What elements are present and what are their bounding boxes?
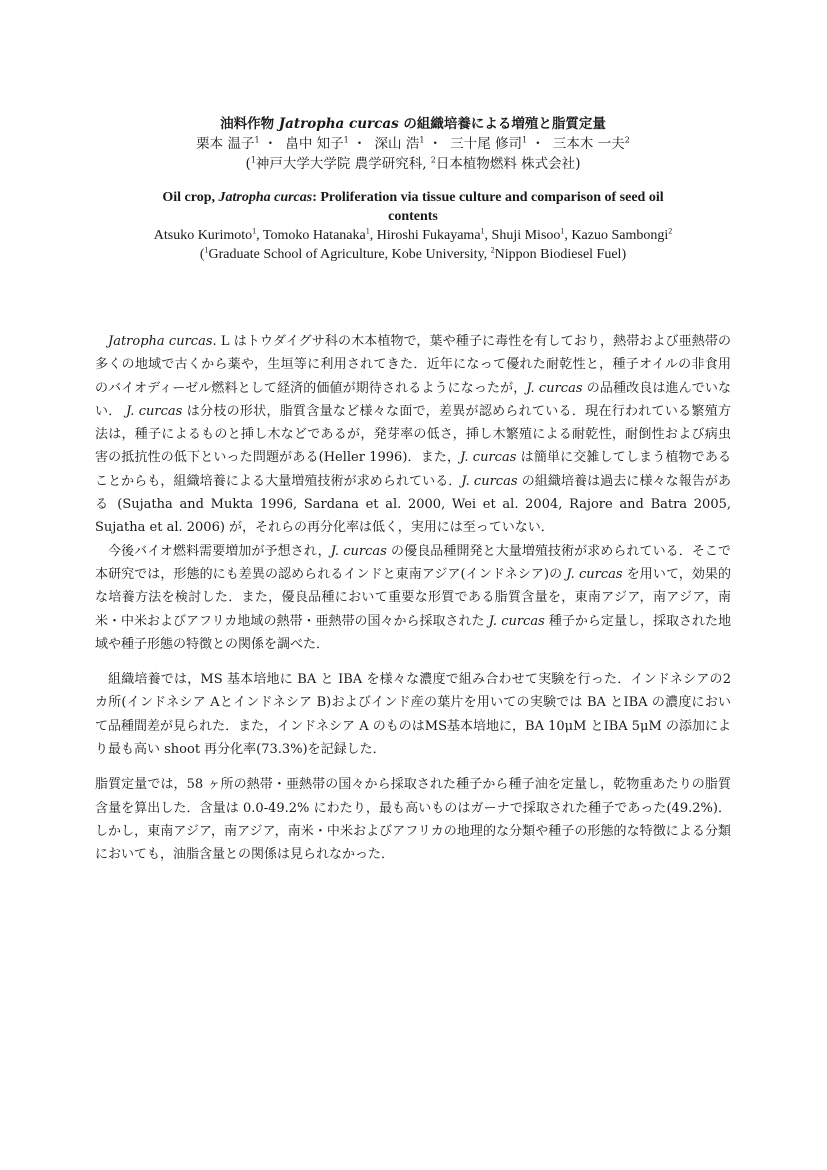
paragraph-objective: 今後バイオ燃料需要増加が予想され，J. curcas の優良品種開発と大量増殖技術が求められている．そこで本研究では，形態的にも差異の認められるインドと東南アジア(インドネシア)の J. curcas を用いて，効果的な培養方法を検討した．また，優良品種において重要な形質である脂質含量を，東南アジア，南アジア，南米・中米およびアフリカ地域の熱帯・亜熱帯の国々から採取された J. curcas 種子から定量し，採取された地域や種子形態の特徴との関係を調べた． bbox=[95, 543, 731, 652]
japanese-title-species: Jatropha curcas bbox=[278, 116, 399, 132]
paragraph-lipid-content: 脂質定量では，58 ヶ所の熱帯・亜熱帯の国々から採取された種子から種子油を定量し，乾物重あたりの脂質含量を算出した．含量は 0.0-49.2% にわたり，最も高いものはガーナで採取された種子であった(49.2%)．しかし，東南アジア，南アジア，南米・中米およびアフリカの地理的な分類や種子の形態的な特徴による分類においても，油脂含量との関係は見られなかった． bbox=[95, 777, 731, 863]
japanese-affiliations: ($^1$神戸大学大学院 農学研究科, $^2$日本植物燃料 株式会社) bbox=[245, 155, 581, 172]
english-authors: Atsuko Kurimoto$^1$, Tomoko Hatanaka$^1$, Hiroshi Fukayama$^1$, Shuji Misoo$^1$, Kazuo Sambongi$^2$ bbox=[153, 226, 673, 243]
japanese-author: 三十尾 修司$^1$ bbox=[450, 135, 528, 152]
english-author: Atsuko Kurimoto$^1$ bbox=[153, 226, 257, 243]
paragraph-tissue-culture: 組織培養では，MS 基本培地に BA と IBA を様々な濃度で組み合わせて実験を行った．インドネシアの2カ所(インドネシア Aとインドネシア B)およびインド産の葉片を用いての実験では BA とIBA の濃度において品種間差が見られた．また，インドネシア A のものはMS基本培地に，BA 10μM とIBA 5μM の添加により最も高い shoot 再分化率(73.3%)を記録した． bbox=[95, 672, 731, 758]
japanese-authors: 栗本 温子$^1$ ・ 畠中 知子$^1$ ・ 深山 浩$^1$ ・ 三十尾 修司$^1$ ・ 三本木 一夫$^2$ bbox=[196, 135, 630, 152]
paragraph-introduction: Jatropha curcas. L はトウダイグサ科の木本植物で，葉や種子に毒性を有しており，熱帯および亜熱帯の多くの地域で古くから薬や，生垣等に利用されてきた．近年になって優れた耐乾性と，種子オイルの非食用のバイオディーゼル燃料として経済的価値が期待されるようになったが，J. curcas の品種改良は進んでいない． J. curcas は分枝の形状，脂質含量など様々な面で，差異が認められている．現在行われている繁殖方法は，種子によるものと挿し木などであるが，発芽率の低さ，挿し木繁殖による耐乾性，耐倒性および病虫害の抵抗性の低下といった問題がある(Heller 1996)．また，J. curcas は簡単に交雑してしまう植物であることからも，組織培養による大量増殖技術が求められている．J. curcas の組織培養は過去に様々な報告がある (Sujatha and Mukta 1996, Sardana et al. 2000, Wei et al. 2004, Rajore and Batra 2005, Sujatha et al. 2006) が，それらの再分化率は低く，実用には至っていない． bbox=[95, 334, 732, 536]
english-author: Tomoko Hatanaka$^1$ bbox=[262, 226, 370, 243]
japanese-author: 深山 浩$^1$ bbox=[374, 135, 425, 152]
japanese-author: 畠中 知子$^1$ bbox=[285, 135, 349, 152]
abstract-body bbox=[95, 330, 731, 867]
english-author: Hiroshi Fukayama$^1$ bbox=[376, 226, 485, 243]
english-title-species: Jatropha curcas bbox=[218, 190, 313, 205]
english-affiliations: ($^1$Graduate School of Agriculture, Kobe University, $^2$Nippon Biodiesel Fuel) bbox=[199, 245, 627, 262]
english-author: Kazuo Sambongi$^2$ bbox=[571, 226, 673, 243]
japanese-author: 栗本 温子$^1$ bbox=[196, 135, 260, 152]
english-title: Oil crop, Jatropha curcas: Proliferation via tissue culture and comparison of seed oil contents bbox=[162, 190, 664, 224]
english-author: Shuji Misoo$^1$ bbox=[491, 226, 565, 243]
paper-header bbox=[95, 114, 731, 264]
japanese-author: 三本木 一夫$^2$ bbox=[552, 135, 630, 152]
japanese-title: 油料作物 Jatropha curcas の組織培養による増殖と脂質定量 bbox=[220, 116, 606, 132]
